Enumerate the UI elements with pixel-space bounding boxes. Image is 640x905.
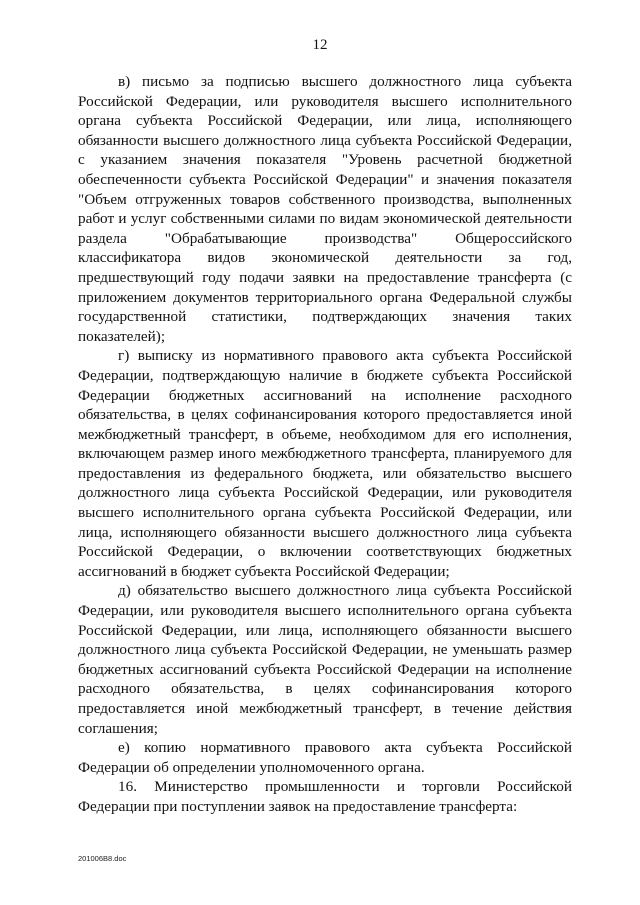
paragraph-16-ministry: 16. Министерство промышленности и торговли Российской Федерации при поступлении заявок на предоставление трансферта: bbox=[78, 778, 572, 815]
paragraph-g-extract: г) выписку из нормативного правового акта субъекта Российской Федерации, подтверждающую наличие в бюджете субъекта Российской Федерации бюджетных ассигнований на исполнение расходного обязательства, в целях софинансирования которого предоставляется иной межбюджетный трансферт, в объеме, необходимом для его исполнения, включающем размер иного межбюджетного трансферта, планируемого для предоставления из федерального бюджета, или обязательство высшего должностного лица субъекта Российской Федерации, или руководителя высшего исполнительного органа субъекта Российской Федерации, или лица, исполняющего обязанности высшего должностного лица субъекта Российской Федерации, о включении соответствующих бюджетных ассигнований в бюджет субъекта Российской Федерации; bbox=[78, 347, 572, 580]
footer-filename: 201006В8.doc bbox=[78, 854, 127, 863]
paragraph-v-letter: в) письмо за подписью высшего должностного лица субъекта Российской Федерации, или руководителя высшего исполнительного органа субъекта Российской Федерации, или лица, исполняющего обязанности высшего должностного лица субъекта Российской Федерации, с указанием значения показателя "Уровень расчетной бюджетной обеспеченности субъекта Российской Федерации" и значения показателя "Объем отгруженных товаров собственного производства, выполненных работ и услуг собственными силами по видам экономической деятельности раздела "Обрабатывающие производства" Общероссийского классификатора видов экономической деятельности за год, предшествующий году подачи заявки на предоставление трансферта (с приложением документов территориального органа Федеральной службы государственной статистики, подтверждающих значения таких показателей); bbox=[78, 73, 572, 345]
paragraph-e-copy: е) копию нормативного правового акта субъекта Российской Федерации об определении уполномоченного органа. bbox=[78, 739, 572, 776]
page-number: 12 bbox=[312, 37, 328, 53]
document-body bbox=[78, 72, 572, 817]
paragraph-d-obligation: д) обязательство высшего должностного лица субъекта Российской Федерации, или руководителя высшего исполнительного органа субъекта Российской Федерации, или лица, исполняющего обязанности высшего должностного лица субъекта Российской Федерации, не уменьшать размер бюджетных ассигнований субъекта Российской Федерации на исполнение расходного обязательства, в целях софинансирования которого предоставляется иной межбюджетный трансферт, в течение действия соглашения; bbox=[78, 582, 572, 737]
